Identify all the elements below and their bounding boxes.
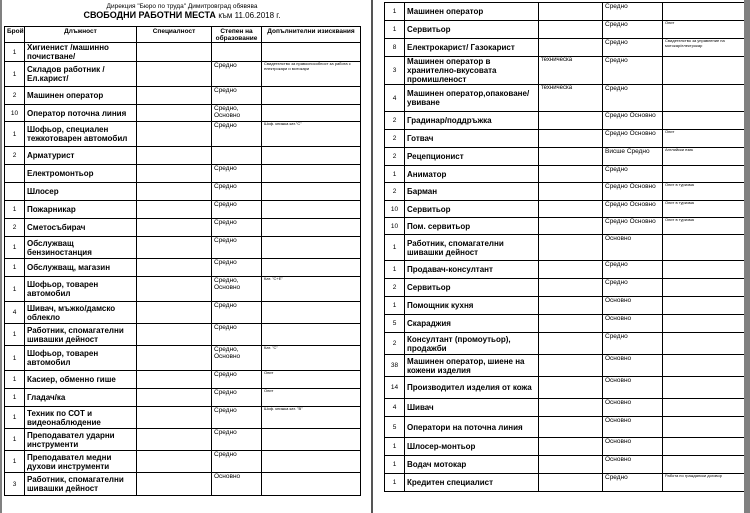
cell-count: 10	[385, 218, 405, 235]
cell-count: 2	[385, 279, 405, 297]
cell-position: Скараджия	[405, 315, 539, 333]
cell-requirements	[663, 333, 745, 355]
cell-specialty	[137, 219, 212, 237]
page-divider	[371, 0, 373, 513]
cell-education: Средно Основно	[603, 112, 663, 130]
cell-education: Средно Основно	[603, 218, 663, 235]
cell-education: Средно	[603, 85, 663, 112]
cell-education: Средно Основно	[603, 201, 663, 218]
cell-education: Средно	[212, 389, 262, 407]
cell-education: Средно	[212, 371, 262, 389]
cell-specialty	[137, 346, 212, 371]
cell-specialty	[137, 147, 212, 165]
cell-education: Средно	[603, 166, 663, 183]
cell-position: Складов работник /Ел.карист/	[25, 62, 137, 87]
cell-requirements	[262, 87, 361, 105]
cell-position: Електрокарист/ Газокарист	[405, 39, 539, 57]
cell-count: 1	[5, 346, 25, 371]
cell-specialty	[137, 429, 212, 451]
table-row	[385, 57, 745, 85]
table-row	[5, 183, 361, 201]
cell-requirements	[663, 377, 745, 399]
cell-education: Средно	[212, 407, 262, 429]
cell-count: 2	[385, 148, 405, 166]
cell-requirements: Опит в туризма	[663, 183, 745, 201]
cell-requirements: Кат. "C"	[262, 346, 361, 371]
cell-count: 4	[385, 399, 405, 417]
cell-position: Шивач, мъжко/дамско облекло	[25, 302, 137, 324]
cell-education: Средно	[212, 451, 262, 473]
table-row	[5, 122, 361, 147]
table-row	[5, 346, 361, 371]
cell-education: Основно	[603, 417, 663, 438]
table-row	[385, 235, 745, 261]
cell-position: Сервитьор	[405, 201, 539, 218]
cell-requirements	[262, 219, 361, 237]
cell-count	[5, 183, 25, 201]
cell-specialty	[137, 324, 212, 346]
cell-position: Пожарникар	[25, 201, 137, 219]
cell-education: Основно	[603, 315, 663, 333]
cell-requirements	[262, 429, 361, 451]
cell-requirements	[663, 456, 745, 474]
cell-count: 1	[385, 456, 405, 474]
cell-position: Машинен оператор	[405, 3, 539, 21]
cell-position: Водач мотокар	[405, 456, 539, 474]
cell-requirements: Опит	[262, 371, 361, 389]
cell-count: 1	[385, 21, 405, 39]
col-position: Длъжност	[25, 27, 137, 43]
table-row	[385, 297, 745, 315]
cell-requirements: Шоф. книжка кат."С"	[262, 122, 361, 147]
cell-count: 1	[5, 371, 25, 389]
cell-requirements	[262, 201, 361, 219]
vacancies-table-left	[4, 26, 361, 496]
title-text: СВОБОДНИ РАБОТНИ МЕСТА	[83, 10, 216, 20]
cell-count: 1	[5, 62, 25, 87]
cell-specialty	[539, 183, 603, 201]
cell-education: Основно	[603, 438, 663, 456]
cell-education: Средно	[603, 57, 663, 85]
table-row	[5, 389, 361, 407]
cell-specialty	[539, 417, 603, 438]
cell-position: Шлосер	[25, 183, 137, 201]
cell-position: Преподавател ударни инструменти	[25, 429, 137, 451]
table-row	[385, 474, 745, 492]
table-row	[385, 438, 745, 456]
cell-count: 2	[5, 87, 25, 105]
table-row	[5, 451, 361, 473]
table-row	[385, 183, 745, 201]
table-row	[5, 473, 361, 496]
cell-requirements	[262, 473, 361, 496]
cell-count: 1	[5, 122, 25, 147]
cell-requirements	[663, 355, 745, 377]
cell-specialty	[137, 43, 212, 62]
cell-position: Кредитен специалист	[405, 474, 539, 492]
cell-specialty	[539, 474, 603, 492]
cell-count: 1	[5, 407, 25, 429]
cell-specialty	[137, 371, 212, 389]
table-row	[5, 219, 361, 237]
cell-education: Средно	[212, 237, 262, 259]
cell-specialty	[539, 399, 603, 417]
cell-position: Рецепционист	[405, 148, 539, 166]
table-row	[5, 165, 361, 183]
cell-specialty	[539, 3, 603, 21]
cell-position: Обслужващ, магазин	[25, 259, 137, 277]
left-page	[2, 0, 362, 513]
cell-requirements	[663, 297, 745, 315]
cell-position: Барман	[405, 183, 539, 201]
cell-specialty	[137, 407, 212, 429]
cell-requirements	[663, 235, 745, 261]
cell-education: Средно, Основно	[212, 277, 262, 302]
cell-specialty	[539, 456, 603, 474]
table-row	[385, 148, 745, 166]
cell-specialty	[539, 315, 603, 333]
table-row	[385, 377, 745, 399]
cell-specialty	[539, 355, 603, 377]
cell-position: Техник по СОТ и видеонаблюдение	[25, 407, 137, 429]
cell-requirements	[663, 438, 745, 456]
cell-count: 1	[385, 261, 405, 279]
cell-position: Шофьор, товарен автомобил	[25, 346, 137, 371]
cell-count: 1	[5, 43, 25, 62]
cell-count: 2	[5, 147, 25, 165]
cell-education: Средно	[212, 259, 262, 277]
table-row	[5, 87, 361, 105]
title-date: към 11.06.2018 г.	[218, 11, 281, 20]
table-row	[385, 333, 745, 355]
table-row	[385, 279, 745, 297]
cell-requirements: Опит в туризма	[663, 218, 745, 235]
cell-education: Средно Основно	[603, 130, 663, 148]
cell-requirements: Свидетелство за правоспособност за работа с електрокари и мотокари	[262, 62, 361, 87]
vacancies-table-right	[384, 2, 744, 492]
cell-education: Средно	[603, 333, 663, 355]
cell-education: Основно	[603, 235, 663, 261]
cell-position: Работник, спомагателни шивашки дейност	[25, 473, 137, 496]
cell-education: Средно	[603, 279, 663, 297]
cell-position: Машинен оператор	[25, 87, 137, 105]
cell-specialty	[539, 297, 603, 315]
cell-requirements	[262, 183, 361, 201]
cell-count: 3	[5, 473, 25, 496]
table-row	[385, 315, 745, 333]
cell-specialty	[137, 389, 212, 407]
cell-requirements: Английски език	[663, 148, 745, 166]
table-row	[5, 302, 361, 324]
cell-requirements	[262, 237, 361, 259]
cell-specialty	[137, 201, 212, 219]
cell-count: 2	[385, 130, 405, 148]
cell-specialty	[539, 438, 603, 456]
cell-education: Висше Средно	[603, 148, 663, 166]
cell-specialty	[539, 261, 603, 279]
table-row	[5, 371, 361, 389]
cell-specialty	[137, 302, 212, 324]
cell-requirements: Работа по граждански договор	[663, 474, 745, 492]
cell-position: Машинен оператор в хранително-вкусовата промишленост	[405, 57, 539, 85]
table-row	[385, 85, 745, 112]
cell-count: 1	[5, 201, 25, 219]
cell-education: Средно	[212, 302, 262, 324]
cell-specialty	[137, 473, 212, 496]
cell-requirements	[262, 451, 361, 473]
cell-count: 5	[385, 417, 405, 438]
cell-education: Средно	[212, 183, 262, 201]
cell-count: 5	[385, 315, 405, 333]
cell-count: 2	[385, 183, 405, 201]
col-count: Брой	[5, 27, 25, 43]
cell-education	[212, 147, 262, 165]
table-row	[385, 456, 745, 474]
cell-count: 2	[385, 112, 405, 130]
table-row	[385, 21, 745, 39]
cell-position: Електромонтьор	[25, 165, 137, 183]
cell-requirements: Опит в туризма	[663, 201, 745, 218]
cell-education: Средно	[212, 62, 262, 87]
cell-position: Консултант (промоутьор), продажби	[405, 333, 539, 355]
cell-position: Сметосъбирач	[25, 219, 137, 237]
cell-position: Готвач	[405, 130, 539, 148]
table-row	[5, 324, 361, 346]
cell-position: Пом. сервитьор	[405, 218, 539, 235]
header-line: Дирекция "Бюро по труда" Димитровград обявява	[106, 3, 258, 10]
cell-education: Основно	[212, 473, 262, 496]
cell-specialty	[539, 201, 603, 218]
cell-count: 38	[385, 355, 405, 377]
cell-count: 1	[385, 3, 405, 21]
table-row	[5, 259, 361, 277]
cell-count: 3	[385, 57, 405, 85]
cell-position: Обслужващ бензиностанция	[25, 237, 137, 259]
col-specialty: Специалност	[137, 27, 212, 43]
cell-position: Сервитьор	[405, 279, 539, 297]
cell-education: Средно	[603, 474, 663, 492]
cell-position: Касиер, обменно гише	[25, 371, 137, 389]
cell-specialty	[137, 105, 212, 122]
cell-count: 4	[385, 85, 405, 112]
cell-specialty	[539, 166, 603, 183]
cell-position: Шофьор, специален тежкотоварен автомобил	[25, 122, 137, 147]
cell-position: Хигиенист /машинно почистване/	[25, 43, 137, 62]
cell-specialty	[539, 39, 603, 57]
cell-education: Средно	[212, 324, 262, 346]
cell-position: Машинен оператор,опаковане/ увиване	[405, 85, 539, 112]
cell-position: Градинар/поддръжка	[405, 112, 539, 130]
table-row	[5, 43, 361, 62]
cell-education: Средно, Основно	[212, 346, 262, 371]
cell-requirements	[262, 302, 361, 324]
cell-count: 1	[5, 429, 25, 451]
cell-education: Основно	[603, 355, 663, 377]
cell-requirements	[663, 279, 745, 297]
cell-position: Производител изделия от кожа	[405, 377, 539, 399]
cell-position: Шлосер-монтьор	[405, 438, 539, 456]
page-title	[2, 10, 362, 20]
cell-specialty	[539, 148, 603, 166]
table-row	[5, 237, 361, 259]
table-row	[5, 429, 361, 451]
cell-count: 1	[5, 324, 25, 346]
cell-position: Продавач-консултант	[405, 261, 539, 279]
cell-specialty	[137, 451, 212, 473]
cell-specialty	[539, 130, 603, 148]
cell-count: 8	[385, 39, 405, 57]
cell-count: 1	[5, 389, 25, 407]
cell-count: 2	[385, 333, 405, 355]
cell-count: 1	[385, 166, 405, 183]
cell-position: Работник, спомагателни шивашки дейност	[25, 324, 137, 346]
cell-requirements: Опит	[663, 130, 745, 148]
cell-education: Средно	[603, 261, 663, 279]
table-row	[385, 130, 745, 148]
cell-education	[212, 43, 262, 62]
cell-specialty	[137, 62, 212, 87]
cell-education: Основно	[603, 297, 663, 315]
cell-count: 1	[5, 259, 25, 277]
cell-specialty	[539, 218, 603, 235]
cell-requirements	[663, 417, 745, 438]
cell-specialty	[137, 237, 212, 259]
cell-requirements: Опит	[262, 389, 361, 407]
table-row	[385, 417, 745, 438]
table-row	[385, 261, 745, 279]
cell-position: Машинен оператор, шиене на кожени изделия	[405, 355, 539, 377]
cell-requirements	[663, 315, 745, 333]
cell-specialty	[539, 279, 603, 297]
table-row	[5, 201, 361, 219]
cell-requirements: Опит	[663, 21, 745, 39]
right-page	[380, 0, 744, 513]
cell-count: 10	[385, 201, 405, 218]
cell-count: 1	[5, 237, 25, 259]
cell-position: Шивач	[405, 399, 539, 417]
cell-count	[5, 165, 25, 183]
cell-position: Аниматор	[405, 166, 539, 183]
table-row	[385, 355, 745, 377]
cell-education: Средно	[212, 201, 262, 219]
cell-specialty	[137, 259, 212, 277]
cell-requirements	[663, 3, 745, 21]
cell-education: Основно	[603, 377, 663, 399]
table-row	[5, 277, 361, 302]
cell-specialty	[539, 112, 603, 130]
cell-requirements: Шоф. книжка кат. "B"	[262, 407, 361, 429]
col-education: Степен на образование	[212, 27, 262, 43]
table-row	[5, 407, 361, 429]
cell-requirements	[262, 259, 361, 277]
cell-requirements: Кат. "C+E"	[262, 277, 361, 302]
cell-requirements	[663, 399, 745, 417]
cell-education: Средно	[603, 21, 663, 39]
cell-requirements	[663, 112, 745, 130]
cell-position: Преподавател медни духови инструменти	[25, 451, 137, 473]
cell-count: 14	[385, 377, 405, 399]
cell-requirements	[663, 85, 745, 112]
cell-position: Работник, спомагателни шивашки дейност	[405, 235, 539, 261]
cell-requirements	[262, 105, 361, 122]
cell-requirements	[262, 324, 361, 346]
table-row	[385, 399, 745, 417]
col-requirements: Допълнителни изисквания	[262, 27, 361, 43]
table-row	[385, 112, 745, 130]
cell-education: Основно	[603, 399, 663, 417]
table-row	[385, 166, 745, 183]
table-row	[385, 218, 745, 235]
cell-specialty: техническа	[539, 85, 603, 112]
cell-education: Средно	[603, 3, 663, 21]
cell-specialty: техническа	[539, 57, 603, 85]
cell-education: Средно, Основно	[212, 105, 262, 122]
table-row	[385, 201, 745, 218]
cell-requirements	[663, 261, 745, 279]
table-row	[5, 105, 361, 122]
cell-specialty	[137, 87, 212, 105]
cell-education: Средно	[212, 165, 262, 183]
cell-specialty	[137, 122, 212, 147]
cell-specialty	[539, 235, 603, 261]
cell-requirements	[262, 43, 361, 62]
cell-count: 4	[5, 302, 25, 324]
cell-specialty	[539, 333, 603, 355]
table-row	[385, 39, 745, 57]
cell-requirements: Свидетелство за управление на мотокар/електрокар	[663, 39, 745, 57]
cell-count: 2	[5, 219, 25, 237]
cell-count: 1	[385, 474, 405, 492]
cell-requirements	[663, 166, 745, 183]
cell-specialty	[539, 377, 603, 399]
cell-education: Средно	[212, 87, 262, 105]
table-row	[5, 62, 361, 87]
cell-position: Оператор поточна линия	[25, 105, 137, 122]
cell-position: Шофьор, товарен автомобил	[25, 277, 137, 302]
cell-position: Оператори на поточна линия	[405, 417, 539, 438]
cell-count: 10	[5, 105, 25, 122]
cell-specialty	[137, 277, 212, 302]
cell-requirements	[262, 147, 361, 165]
cell-count: 1	[5, 277, 25, 302]
cell-requirements	[663, 57, 745, 85]
cell-education: Средно	[212, 429, 262, 451]
cell-count: 1	[385, 235, 405, 261]
cell-position: Арматурист	[25, 147, 137, 165]
cell-education: Основно	[603, 456, 663, 474]
cell-specialty	[137, 165, 212, 183]
cell-education: Средно Основно	[603, 183, 663, 201]
cell-education: Средно	[212, 122, 262, 147]
cell-requirements	[262, 165, 361, 183]
cell-count: 1	[5, 451, 25, 473]
cell-education: Средно	[212, 219, 262, 237]
cell-specialty	[137, 183, 212, 201]
cell-count: 1	[385, 438, 405, 456]
cell-specialty	[539, 21, 603, 39]
table-row	[5, 147, 361, 165]
cell-education: Средно	[603, 39, 663, 57]
table-row	[385, 3, 745, 21]
cell-position: Гладач/ка	[25, 389, 137, 407]
cell-count: 1	[385, 297, 405, 315]
cell-position: Сервитьор	[405, 21, 539, 39]
cell-position: Помощник кухня	[405, 297, 539, 315]
